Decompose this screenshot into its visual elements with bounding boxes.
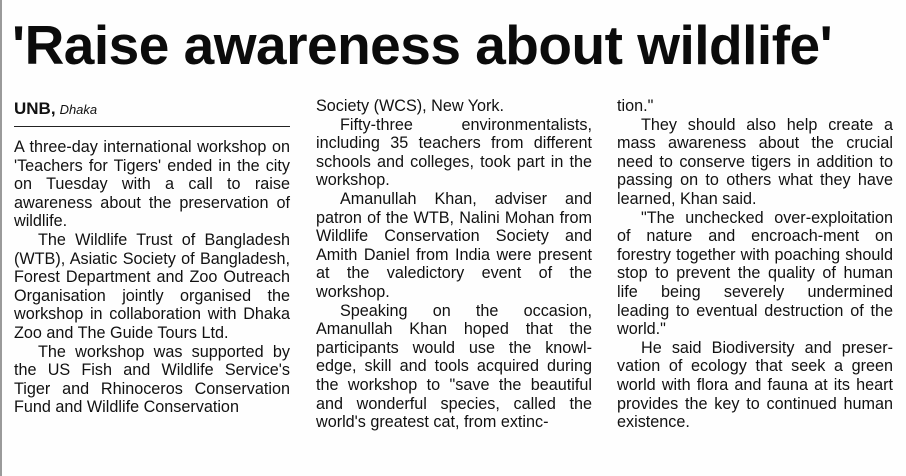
paragraph-7: They should also help create a mass awareness about the crucial need to conserve tigers in addition to passing on to others what they have learned, Khan said. bbox=[617, 115, 893, 208]
paragraph-3-continued: Society (WCS), New York. bbox=[316, 97, 505, 115]
byline-agency: UNB, bbox=[14, 99, 56, 118]
paragraph-5: Amanullah Khan, adviser and patron of the WTB, Nalini Mohan from Wildlife Conservation Society and Amith Daniel from India were present at the valedictory event of the workshop. bbox=[316, 189, 592, 301]
headline: 'Raise awareness about wildlife' bbox=[12, 14, 833, 76]
paragraph-6: Speaking on the occasion, Amanullah Khan hoped that the participants would use the knowl-edge, skill and tools acquired during the workshop to "save the beautiful and wonderful species, called the world's greatest cat, from extinc- bbox=[316, 301, 592, 432]
article-column-2 bbox=[316, 97, 592, 432]
byline-place: Dhaka bbox=[59, 102, 98, 117]
paragraph-2: The Wildlife Trust of Bangladesh (WTB), Asiatic Society of Bangladesh, Forest Department and Zoo Outreach Organisation jointly organised the workshop in collaboration with Dhaka Zoo and The Guide Tours Ltd. bbox=[14, 230, 290, 342]
article-column-3 bbox=[617, 97, 893, 432]
byline bbox=[14, 98, 290, 120]
paragraph-6-continued: tion." bbox=[617, 97, 654, 115]
article-column-1 bbox=[14, 98, 290, 417]
paragraph-4: Fifty-three environmentalists, including 35 teachers from different schools and colleges, took part in the workshop. bbox=[316, 115, 592, 190]
byline-divider bbox=[14, 126, 290, 127]
paragraph-8-quote: "The unchecked over-exploitation of nature and encroach-ment on forestry together with poaching should stop to prevent the quality of human life being severely undermined leading to eventual destruction of the world." bbox=[617, 208, 893, 339]
paragraph-9: He said Biodiversity and preser-vation of ecology that seek a green world with flora and fauna at its heart provides the key to continued human existence. bbox=[617, 338, 893, 432]
column-divider-rule bbox=[0, 0, 2, 476]
paragraph-1: A three-day international workshop on 'Teachers for Tigers' ended in the city on Tuesday with a call to raise awareness about the preservation of wildlife. bbox=[14, 138, 290, 231]
paragraph-3: The workshop was supported by the US Fish and Wildlife Service's Tiger and Rhinoceros Conservation Fund and Wildlife Conservation bbox=[14, 342, 290, 417]
